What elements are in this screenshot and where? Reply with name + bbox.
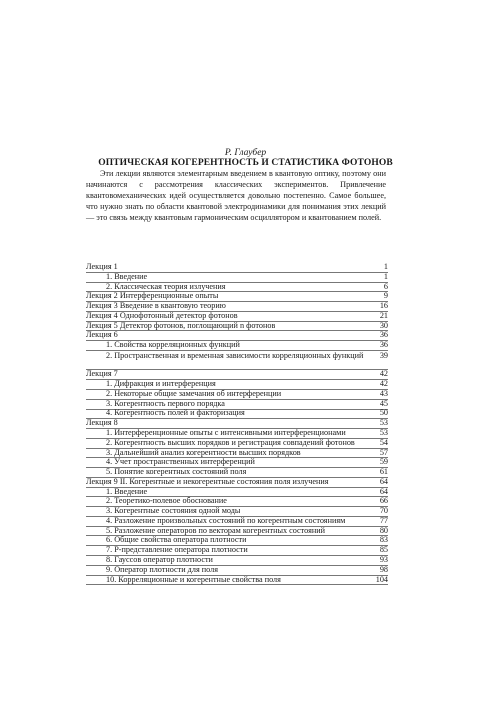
toc-entry-label: 1. Введение — [106, 271, 148, 281]
toc-page-number: 16 — [379, 301, 388, 311]
toc-entry-label: Лекция 5 Детектор фотонов, поглощающий n фотонов — [86, 320, 276, 330]
toc-entry-label: Лекция 1 — [86, 261, 118, 271]
toc-page-number: 53 — [379, 418, 388, 428]
toc-entry-label: 6. Общие свойства оператора плотности — [106, 535, 247, 545]
toc-entry-label: 1. Дифракция и интерференция — [106, 379, 216, 389]
toc-entry-label: Лекция 6 — [86, 330, 118, 340]
toc-entry-label: 1. Свойства корреляционных функций — [106, 340, 240, 350]
toc-page-number: 93 — [379, 554, 388, 564]
toc-page-number: 39 — [379, 350, 388, 360]
toc-page-number: 21 — [379, 310, 388, 320]
toc-page-number: 66 — [379, 496, 388, 506]
toc-entry-label: Лекция 3 Введение в квантовую теорию — [86, 301, 226, 311]
toc-page-number: 53 — [379, 428, 388, 438]
abstract-paragraph: Эти лекции являются элементарным введением в квантовую оптику, поэтому они начинаются с рассмотрения классических экспериментов. Привлечение квантовомеханических идей осуществляется довольно постепенно. Самое большее, что нужно знать по области квантовой электродинамики для понимания этих лекций — это связь между квантовым гармоническим осциллятором и квантованием полей. — [86, 169, 386, 222]
toc-entry-label: Лекция 7 — [86, 369, 118, 379]
toc-page-number: 77 — [379, 515, 388, 525]
toc-page-number: 70 — [379, 506, 388, 516]
toc-entry-label: 2. Когерентность высших порядков и регистрация совпадений фотонов — [106, 437, 355, 447]
toc-entry-label: 5. Разложение операторов по векторам когерентных состояний — [106, 525, 325, 535]
toc-row — [86, 351, 388, 371]
toc-page-number: 9 — [383, 291, 388, 301]
table-of-contents — [86, 263, 388, 585]
toc-entry-label: 4. Когерентность полей и факторизация — [106, 408, 245, 418]
toc-entry-label: 2. Теоретико-полевое обоснование — [106, 496, 227, 506]
toc-page-number: 30 — [379, 320, 388, 330]
toc-entry-label: 3. Когерентные состояния одной моды — [106, 506, 241, 516]
toc-page-number: 50 — [379, 408, 388, 418]
toc-entry-label: 1. Введение — [106, 486, 148, 496]
toc-page-number: 1 — [383, 261, 388, 271]
toc-page-number: 57 — [379, 447, 388, 457]
toc-page-number: 45 — [379, 398, 388, 408]
toc-entry-label: 3. Когерентность первого порядка — [106, 398, 225, 408]
toc-page-number: 42 — [379, 379, 388, 389]
document-title: ОПТИЧЕСКАЯ КОГЕРЕНТНОСТЬ И СТАТИСТИКА ФОТОНОВ — [98, 158, 393, 168]
toc-entry-label: 5. Понятие когерентных состояний поля — [106, 467, 247, 477]
toc-page-number: 85 — [379, 545, 388, 555]
toc-page-number: 64 — [379, 476, 388, 486]
toc-entry-label: 1. Интерференционные опыты с интенсивными интерференционами — [106, 428, 346, 438]
toc-page-number: 59 — [379, 457, 388, 467]
toc-entry-label: 4. Учет пространственных интерференций — [106, 457, 255, 467]
toc-row — [86, 410, 388, 420]
toc-entry-label: Лекция 9 II. Когерентные и некогерентные состояния поля излучения — [86, 476, 329, 486]
toc-page-number: 6 — [383, 281, 388, 291]
toc-entry-label: 7. P-представление оператора плотности — [106, 545, 248, 555]
toc-page-number: 104 — [375, 574, 388, 584]
toc-entry-label: 8. Гауссов оператор плотности — [106, 554, 213, 564]
toc-entry-label: 4. Разложение произвольных состояний по когерентным состояниям — [106, 515, 346, 525]
toc-page-number: 42 — [379, 369, 388, 379]
author-name: Р. Глаубер — [224, 148, 267, 158]
toc-entry-label: 9. Оператор плотности для поля — [106, 564, 218, 574]
toc-page-number: 1 — [383, 271, 388, 281]
toc-page-number: 64 — [379, 486, 388, 496]
toc-entry-label: 10. Корреляционные и когерентные свойства поля — [106, 574, 281, 584]
toc-entry-label: Лекция 8 — [86, 418, 118, 428]
toc-page-number: 43 — [379, 388, 388, 398]
toc-page-number: 83 — [379, 535, 388, 545]
toc-page-number: 61 — [379, 467, 388, 477]
toc-entry-label: 2. Классическая теория излучения — [106, 281, 226, 291]
toc-page-number: 54 — [379, 437, 388, 447]
toc-entry-label: 2. Некоторые общие замечания об интерференции — [106, 388, 282, 398]
toc-page-number: 80 — [379, 525, 388, 535]
toc-page-number: 98 — [379, 564, 388, 574]
toc-page-number: 36 — [379, 340, 388, 350]
toc-entry-label: 3. Дальнейший анализ когерентности высших порядков — [106, 447, 301, 457]
toc-entry-label: Лекция 2 Интерференционные опыты — [86, 291, 219, 301]
toc-entry-label: Лекция 4 Однофотонный детектор фотонов — [86, 310, 238, 320]
toc-entry-label: 2. Пространственная и временная зависимости корреляционных функций — [106, 350, 364, 360]
toc-page-number: 36 — [379, 330, 388, 340]
toc-row — [86, 576, 388, 586]
toc-row — [86, 322, 388, 332]
toc-row — [86, 341, 388, 351]
